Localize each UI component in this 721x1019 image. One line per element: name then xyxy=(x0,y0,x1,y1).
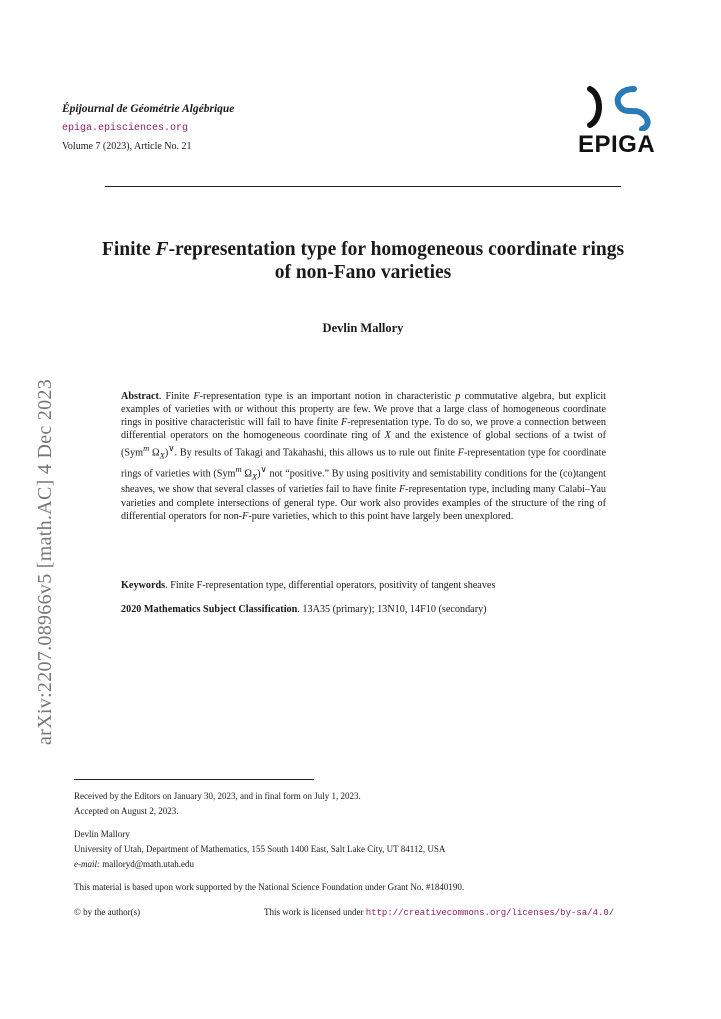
msc-label: 2020 Mathematics Subject Classification xyxy=(121,604,298,615)
math-F: F xyxy=(193,391,200,402)
title-text: -representation type for homogeneous coordinate rings xyxy=(168,239,625,260)
license-url-link[interactable]: http://creativecommons.org/licenses/by-sa/4.0/ xyxy=(365,908,615,918)
abstract-text: not “positive.” By using positivity and semistability conditions for the (co)tangent sheaves, we show that several classes of varieties fail to have finite xyxy=(121,468,606,496)
license-note xyxy=(264,905,614,920)
footer-divider xyxy=(74,779,314,780)
math-sub-X: X xyxy=(251,471,258,482)
epiga-logo-text: EPIGA xyxy=(578,131,656,158)
keywords xyxy=(121,580,606,591)
author-affiliation: University of Utah, Department of Mathematics, 155 South 1400 East, Salt Lake City, UT 84112, USA xyxy=(74,844,446,854)
msc-text: . 13A35 (primary); 13N10, 14F10 (secondary) xyxy=(297,604,487,615)
math-F: F xyxy=(398,484,406,496)
math-F: F xyxy=(242,510,249,522)
abstract-text: -representation type for coordinate rings of varieties with (Sym xyxy=(121,447,606,480)
journal-volume: Volume 7 (2023), Article No. 21 xyxy=(62,141,192,152)
author-name: Devlin Mallory xyxy=(322,321,404,335)
license-text: This work is licensed under xyxy=(264,907,366,917)
math-dual: ∨ xyxy=(168,443,175,454)
abstract-text: ) xyxy=(164,447,169,459)
math-sub-X: X xyxy=(159,450,165,461)
abstract-text: -representation type is an important notion in characteristic xyxy=(199,391,456,402)
title-text-line2: of non-Fano varieties xyxy=(274,262,452,283)
keywords-label: Keywords xyxy=(121,580,166,591)
title-text: Finite xyxy=(101,239,156,260)
header-divider xyxy=(105,186,621,187)
math-F: F xyxy=(341,417,348,429)
paper-title xyxy=(60,238,666,284)
abstract-text: . Finite xyxy=(158,391,194,402)
math-omega: Ω xyxy=(149,447,160,459)
abstract xyxy=(121,390,606,523)
abstract-text: and the existence of global sections of a twist of (Sym xyxy=(121,430,606,459)
abstract-text: ) xyxy=(257,468,261,480)
abstract-text: commutative algebra, but explicit examples of varieties with or without this property are few. We prove that a large class of homogeneous coordinate rings in positive characteristic will fail to have finite xyxy=(121,391,606,429)
math-m: m xyxy=(235,463,242,474)
epiga-logo-icon xyxy=(578,85,662,131)
funding-note: This material is based upon work supported by the National Science Foundation under Grant No. #1840190. xyxy=(74,882,465,892)
math-dual: ∨ xyxy=(260,463,267,474)
epiga-logo xyxy=(578,85,662,157)
abstract-text: . By results of Takagi and Takahashi, this allows us to rule out finite xyxy=(174,447,458,459)
author-email xyxy=(74,857,194,871)
abstract-label: Abstract xyxy=(121,391,159,402)
math-omega: Ω xyxy=(241,468,252,480)
math-F: F xyxy=(457,447,465,459)
copyright: © by the author(s) xyxy=(74,907,141,917)
received-date: Received by the Editors on January 30, 2023, and in final form on July 1, 2023. xyxy=(74,791,361,801)
footer-author-name: Devlin Mallory xyxy=(74,829,130,839)
abstract-text: -pure varieties, which to this point have largely been unexplored. xyxy=(248,510,514,522)
keywords-text: . Finite F-representation type, differential operators, positivity of tangent sheaves xyxy=(165,580,496,591)
arxiv-stamp: arXiv:2207.08966v5 [math.AC] 4 Dec 2023 xyxy=(34,378,56,745)
journal-name: Épijournal de Géométrie Algébrique xyxy=(62,103,235,115)
math-p: p xyxy=(455,391,461,402)
email-label: e-mail: xyxy=(74,859,100,869)
msc-classification xyxy=(121,604,606,615)
abstract-text: -representation type. To do so, we prove a connection between differential operators on the homogeneous coordinate ring of xyxy=(121,417,606,442)
abstract-text: -representation type, including many Calabi–Yau varieties and complete intersections of general type. Our work also provides examples of the structure of the ring of differential operators for non- xyxy=(121,484,606,522)
title-math-F: F xyxy=(155,239,169,260)
journal-url-link[interactable]: epiga.episciences.org xyxy=(62,123,189,134)
email-address[interactable]: malloryd@math.utah.edu xyxy=(100,859,195,869)
math-m: m xyxy=(143,443,150,454)
math-X: X xyxy=(384,430,391,442)
accepted-date: Accepted on August 2, 2023. xyxy=(74,806,179,816)
